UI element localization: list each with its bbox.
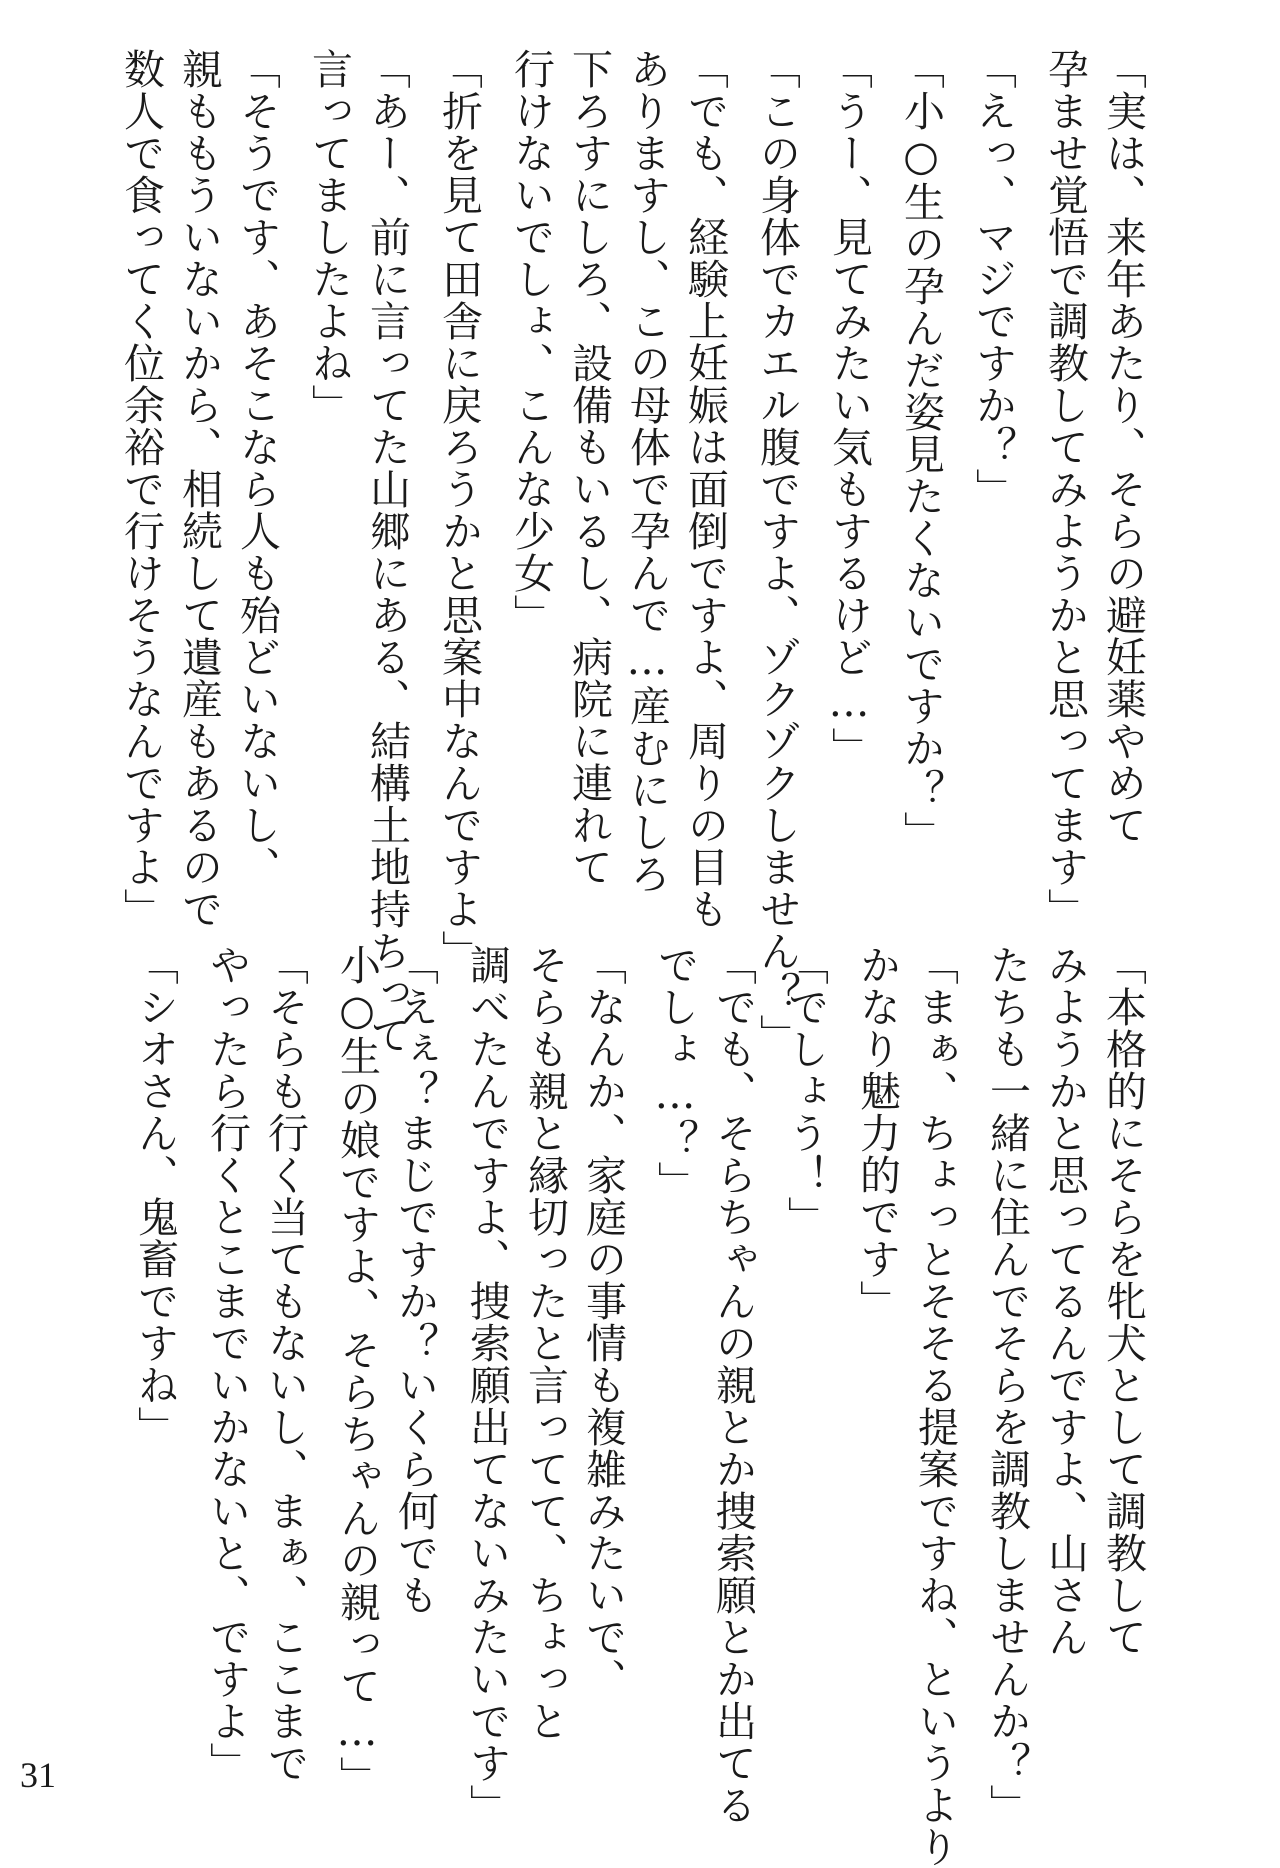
- dialogue-paragraph: 「実は、来年あたり、そらの避妊薬やめて 孕ませ覚悟で調教してみようかと思ってます」: [1041, 48, 1147, 930]
- dialogue-paragraph: 「あー、前に言ってた山郷にある、結構土地持ちって 言ってましたよね」: [305, 48, 411, 1056]
- dialogue-paragraph: 「なんか、家庭の事情も複雑みたいで、 そらも親と縁切ったと言ってて、ちょっと 調べたんですよ、捜索願出てないみたいです」: [463, 944, 627, 1826]
- dialogue-paragraph: 「本格的にそらを牝犬として調教して みようかと思ってるんですよ、山さん たちも一緒に住んでそらを調教しませんか？」: [983, 944, 1147, 1826]
- dialogue-paragraph: 「えっ、マジですか？」: [969, 48, 1017, 510]
- dialogue-paragraph: 「うー、見てみたい気もするけど…」: [825, 48, 873, 769]
- dialogue-paragraph: 「まぁ、ちょっとそそる提案ですね、というより かなり魅力的です」: [853, 944, 959, 1868]
- dialogue-paragraph: 「シオさん、鬼畜ですね」: [131, 944, 179, 1448]
- dialogue-paragraph: 「でしょう！」: [781, 944, 829, 1238]
- dialogue-paragraph: 「そうです、あそこなら人も殆どいないし、 親ももういないから、相続して遺産もあるので 数人で食ってく位余裕で行けそうなんですよ」: [117, 48, 281, 930]
- top-text-block: [112, 48, 1152, 1056]
- dialogue-paragraph: 「えぇ？まじですか？いくら何でも 小○生の娘ですよ、そらちゃんの親って…」: [333, 944, 439, 1798]
- bottom-text-block: [126, 944, 1152, 1868]
- dialogue-paragraph: 「でも、経験上妊娠は面倒ですよ、周りの目も ありますし、この母体で孕んで…産むにしろ 下ろすにしろ、設備もいるし、病院に連れて 行けないでしょ、こんな少女」: [507, 48, 729, 930]
- dialogue-paragraph: 「そらも行く当てもないし、まぁ、ここまで やったら行くとこまでいかないと、ですよ」: [203, 944, 309, 1784]
- dialogue-paragraph: 「この身体でカエル腹ですよ、ゾクゾクしません？」: [753, 48, 801, 1056]
- dialogue-paragraph: 「でも、そらちゃんの親とか捜索願とか出てる でしょ…？」: [651, 944, 757, 1826]
- dialogue-paragraph: 「小○生の孕んだ姿見たくないですか？」: [897, 48, 945, 853]
- dialogue-paragraph: 「折を見て田舎に戻ろうかと思案中なんですよ」: [435, 48, 483, 972]
- page-number: 31: [20, 1755, 56, 1795]
